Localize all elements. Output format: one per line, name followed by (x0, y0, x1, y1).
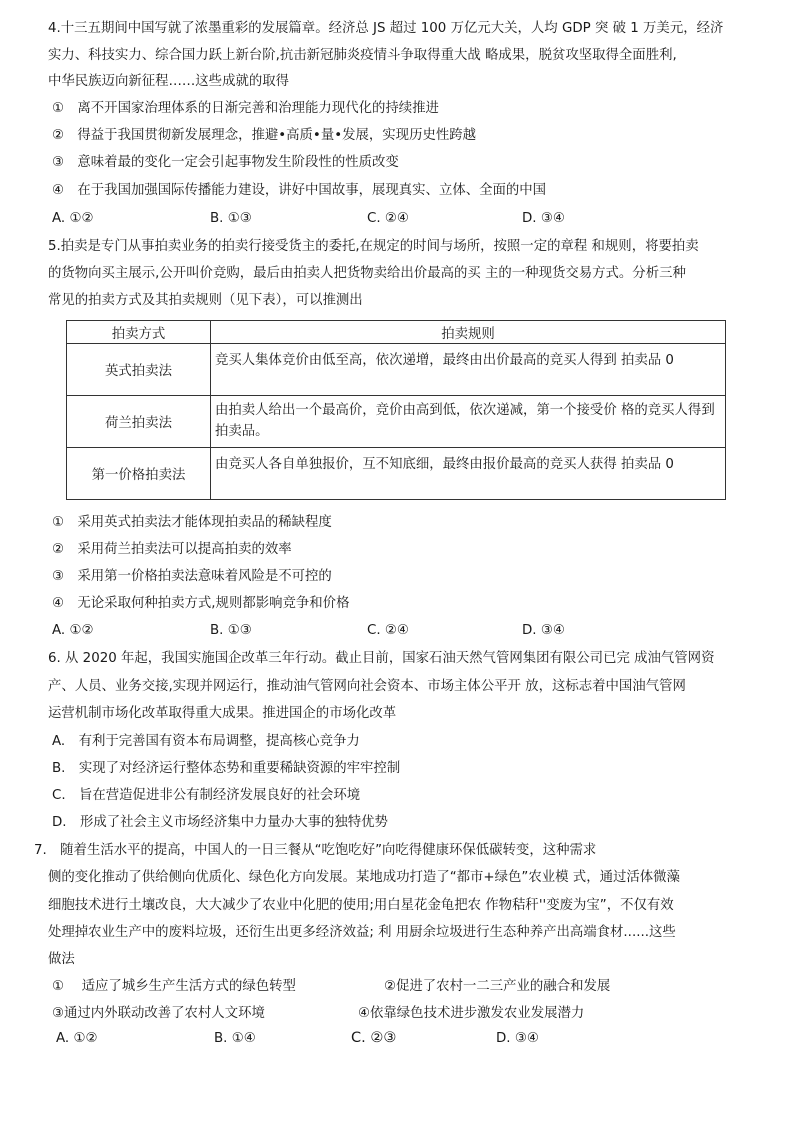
table-row (67, 344, 726, 396)
header-method: 拍卖方式 (67, 321, 211, 344)
q5-statement-1: ① 采用英式拍卖法才能体现拍卖品的稀缺程度 (52, 515, 332, 530)
q7-choice-b[interactable]: B. ①④ (214, 1031, 256, 1046)
q6-option-a[interactable]: A. 有利于完善国有资本布局调整，提高核心竞争力 (52, 734, 360, 749)
q6-stem-line-2: 产、人员、业务交接,实现并网运行，推动油气管网向社会资本、市场主体公平开 放，这标志着中国油气管网 (48, 679, 686, 694)
q5-statement-2: ② 采用荷兰拍卖法可以提高拍卖的效率 (52, 542, 292, 557)
method-cell: 荷兰拍卖法 (67, 396, 211, 448)
rule-cell: 由竞买人各自单独报价，互不知底细，最终由报价最高的竞买人获得 拍卖品 0 (211, 448, 726, 500)
q6-option-b[interactable]: B. 实现了对经济运行整体态势和重要稀缺资源的牢牢控制 (52, 761, 401, 776)
q7-stem-line-1: 7. 随着生活水平的提高，中国人的一日三餐从“吃饱吃好”向吃得健康环保低碳转变，这种需求 (34, 843, 597, 858)
method-cell: 英式拍卖法 (67, 344, 211, 396)
q4-choice-a[interactable]: A. ①② (52, 211, 94, 226)
q6-option-d[interactable]: D. 形成了社会主义市场经济集中力量办大事的独特优势 (52, 815, 388, 830)
header-rule: 拍卖规则 (211, 321, 726, 344)
q5-choice-a[interactable]: A. ①② (52, 623, 94, 638)
q7-stem-line-2: 侧的变化推动了供给侧向优质化、绿色化方向发展。某地成功打造了“都市+绿色”农业模 式，通过活体微藻 (48, 870, 680, 885)
q5-stem-line-1: 5.拍卖是专门从事拍卖业务的拍卖行接受货主的委托,在规定的时间与场所，按照一定的章程 和规则，将要拍卖 (48, 239, 699, 254)
q5-choice-b[interactable]: B. ①③ (210, 623, 252, 638)
rule-cell: 由拍卖人给出一个最高价，竞价由高到低，依次递减，第一个接受价 格的竞买人得到拍卖品。 (211, 396, 726, 448)
auction-rules-table (66, 320, 726, 500)
q7-stem-line-3: 细胞技术进行土壤改良，大大减少了农业中化肥的使用;用白星花金龟把农 作物秸秆''变废为宝”，不仅有效 (48, 898, 674, 913)
q7-stem-line-5: 做法 (48, 952, 75, 967)
table-header-row (67, 321, 726, 344)
q4-statement-4: ④ 在于我国加强国际传播能力建设，讲好中国故事，展现真实、立体、全面的中国 (52, 183, 547, 198)
q4-stem-line-1: 4.十三五期间中国写就了浓墨重彩的发展篇章。经济总 JS 超过 100 万亿元大关，人均 GDP 突 破 1 万美元，经济 (48, 21, 724, 36)
q6-option-c[interactable]: C. 旨在营造促进非公有制经济发展良好的社会环境 (52, 788, 361, 803)
method-cell: 第一价格拍卖法 (67, 448, 211, 500)
q7-choice-c[interactable]: C. ②③ (351, 1030, 397, 1046)
q4-stem-line-3: 中华民族迈向新征程……这些成就的取得 (48, 74, 290, 89)
q4-statement-1: ① 离不开国家治理体系的日渐完善和治理能力现代化的持续推进 (52, 101, 439, 116)
q4-choice-c[interactable]: C. ②④ (367, 211, 409, 226)
q4-statement-2: ② 得益于我国贯彻新发展理念，推避•高质•量•发展，实现历史性跨越 (52, 128, 477, 143)
q5-choice-d[interactable]: D. ③④ (522, 623, 565, 638)
q6-stem-line-3: 运营机制市场化改革取得重大成果。推进国企的市场化改革 (48, 706, 397, 721)
q7-statement-1: ① 适应了城乡生产生活方式的绿色转型 (52, 979, 296, 994)
q7-statement-4: ④依靠绿色技术进步激发农业发展潜力 (358, 1006, 585, 1021)
q4-choice-b[interactable]: B. ①③ (210, 211, 252, 226)
q7-stem-line-4: 处理掉农业生产中的废料垃圾，还衍生出更多经济效益; 利 用厨余垃圾进行生态种养产出高端食材......这些 (48, 925, 676, 940)
q7-statement-2: ②促进了农村一二三产业的融合和发展 (384, 979, 611, 994)
q5-stem-line-2: 的货物向买主展示,公开叫价竞购，最后由拍卖人把货物卖给出价最高的买 主的一种现货交易方式。分析三种 (48, 266, 686, 281)
q4-statement-3: ③ 意味着最的变化一定会引起事物发生阶段性的性质改变 (52, 155, 399, 170)
q4-choice-d[interactable]: D. ③④ (522, 211, 565, 226)
q5-statement-4: ④ 无论采取何种拍卖方式,规则都影响竞争和价格 (52, 596, 350, 611)
q4-stem-line-2: 实力、科技实力、综合国力跃上新台阶,抗击新冠肺炎疫情斗争取得重大战 略成果，脱贫攻坚取得全面胜利, (48, 48, 677, 63)
table-row (67, 448, 726, 500)
rule-cell: 竞买人集体竞价由低至高，依次递增，最终由出价最高的竞买人得到 拍卖品 0 (211, 344, 726, 396)
q6-stem-line-1: 6. 从 2020 年起，我国实施国企改革三年行动。截止目前，国家石油天然气管网集团有限公司已完 成油气管网资 (48, 651, 715, 666)
q5-statement-3: ③ 采用第一价格拍卖法意味着风险是不可控的 (52, 569, 332, 584)
table-row (67, 396, 726, 448)
q7-choice-a[interactable]: A. ①② (56, 1031, 98, 1046)
q5-choice-c[interactable]: C. ②④ (367, 623, 409, 638)
q7-choice-d[interactable]: D. ③④ (496, 1031, 539, 1046)
q5-stem-line-3: 常见的拍卖方式及其拍卖规则（见下表），可以推测出 (48, 293, 363, 308)
q7-statement-3: ③通过内外联动改善了农村人文环境 (52, 1006, 265, 1021)
